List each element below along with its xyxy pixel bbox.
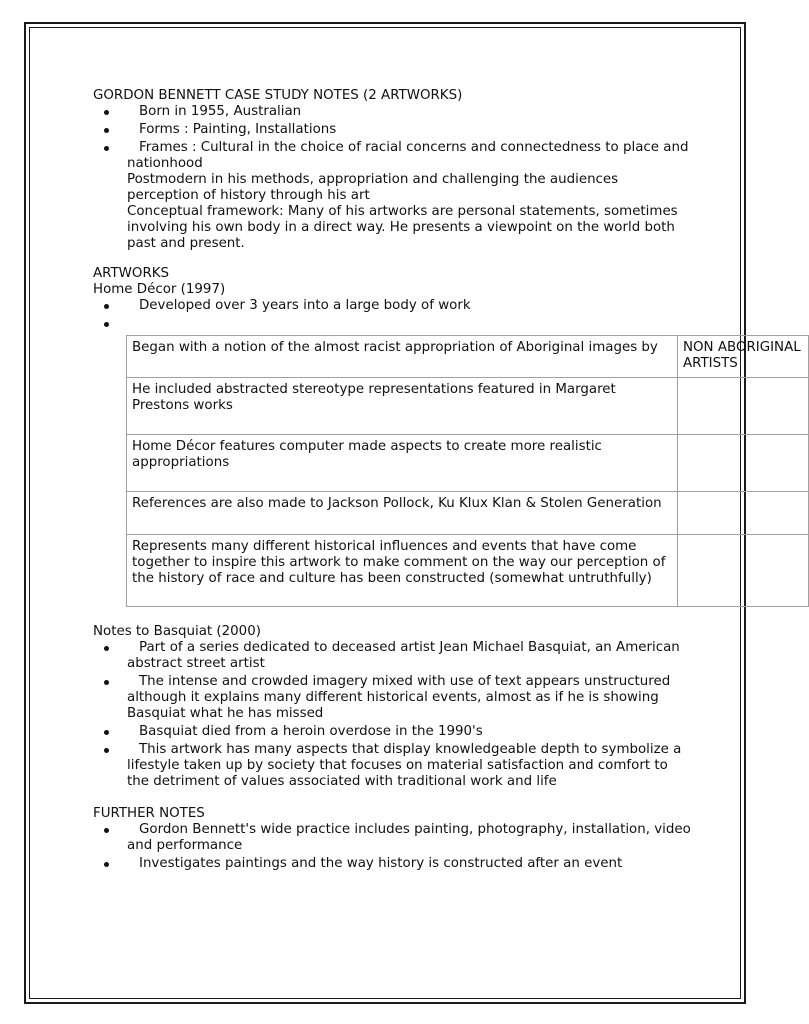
bullet-icon (104, 646, 109, 651)
document-body-lower (93, 624, 693, 874)
basquiat-title: Notes to Basquiat (2000) (93, 624, 261, 639)
bullet-icon (104, 128, 109, 133)
bullet-icon (104, 680, 109, 685)
postmodern-paragraph: Postmodern in his methods, appropriation and challenging the audiences perception of history through his art (127, 172, 619, 203)
table-row (127, 435, 809, 492)
bullet-icon (104, 146, 109, 151)
list-item: Gordon Bennett's wide practice includes painting, photography, installation, video and performance (93, 822, 693, 854)
home-decor-table (126, 335, 809, 607)
document-body (93, 88, 693, 334)
bullet-icon (104, 748, 109, 753)
list-item: Forms : Painting, Installations (93, 122, 693, 138)
list-item: Born in 1955, Australian (93, 104, 693, 120)
table-row (127, 378, 809, 435)
home-decor-list (93, 298, 693, 332)
list-item (93, 316, 693, 332)
further-notes-list (93, 822, 693, 872)
table-cell: He included abstracted stereotype representations featured in Margaret Prestons works (127, 378, 678, 435)
further-notes-heading: FURTHER NOTES (93, 806, 205, 821)
table-cell: Home Décor features computer made aspects to create more realistic appropriations (127, 435, 678, 492)
table-cell (678, 492, 809, 535)
table-row (127, 492, 809, 535)
list-item: Basquiat died from a heroin overdose in the 1990's (93, 724, 693, 740)
table-cell (678, 378, 809, 435)
document-title: GORDON BENNETT CASE STUDY NOTES (2 ARTWORKS) (93, 88, 463, 103)
conceptual-paragraph: Conceptual framework: Many of his artworks are personal statements, sometimes involving his own body in a direct way. He presents a viewpoint on the world both past and present. (127, 204, 678, 251)
list-item: This artwork has many aspects that display knowledgeable depth to symbolize a lifestyle taken up by society that focuses on material satisfaction and comfort to the detriment of values associated with traditional work and life (93, 742, 693, 790)
table-cell (678, 535, 809, 607)
list-item: Frames : Cultural in the choice of racial concerns and connectedness to place and nationhood (93, 140, 693, 172)
bullet-icon (104, 304, 109, 309)
table-cell (678, 435, 809, 492)
bullet-icon (104, 828, 109, 833)
list-item: Investigates paintings and the way history is constructed after an event (93, 856, 693, 872)
table-row (127, 336, 809, 378)
table-cell: Represents many different historical influences and events that have come together to inspire this artwork to make comment on the way our perception of the history of race and culture has been constructed (somewhat untruthfully) (127, 535, 678, 607)
table-cell: NON ABORIGINAL ARTISTS (678, 336, 809, 378)
artworks-heading: ARTWORKS (93, 266, 170, 281)
bullet-icon (104, 730, 109, 735)
home-decor-title: Home Décor (1997) (93, 282, 226, 297)
bullet-icon (104, 110, 109, 115)
list-item: The intense and crowded imagery mixed with use of text appears unstructured although it explains many different historical events, almost as if he is showing Basquiat what he has missed (93, 674, 693, 722)
table-cell: Began with a notion of the almost racist appropriation of Aboriginal images by (127, 336, 678, 378)
basquiat-list (93, 640, 693, 790)
bullet-icon (104, 322, 109, 327)
table-cell: References are also made to Jackson Pollock, Ku Klux Klan & Stolen Generation (127, 492, 678, 535)
list-item: Part of a series dedicated to deceased artist Jean Michael Basquiat, an American abstract street artist (93, 640, 693, 672)
list-item: Developed over 3 years into a large body of work (93, 298, 693, 314)
home-decor-table-wrapper (126, 335, 801, 607)
bullet-icon (104, 862, 109, 867)
table-row (127, 535, 809, 607)
intro-list (93, 104, 693, 172)
